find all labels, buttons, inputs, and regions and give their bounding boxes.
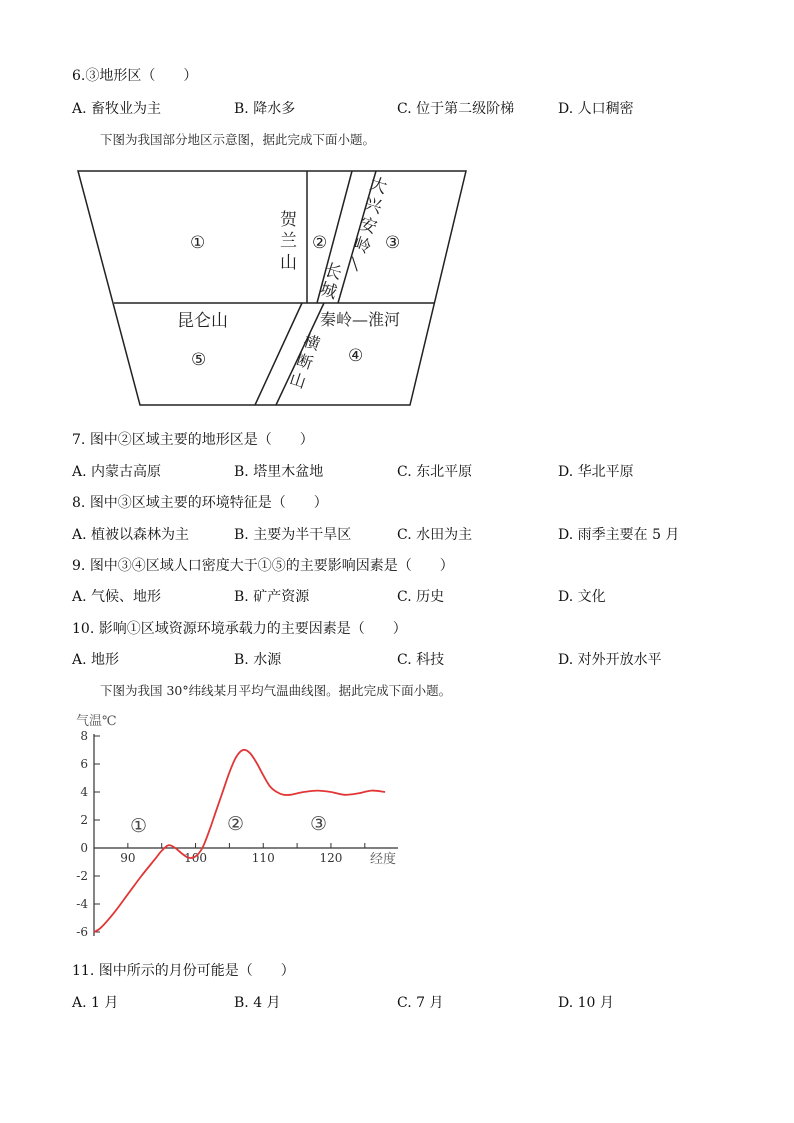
q10-option-d[interactable]: D. 对外开放水平 [558, 652, 662, 668]
x-tick-label: 90 [120, 851, 136, 865]
zone-label-3: ③ [310, 813, 328, 835]
qinling-label: 秦岭—淮河 [320, 310, 401, 329]
daxing-char-5: — [343, 252, 368, 275]
divider-hengduan-left [255, 303, 302, 405]
y-tick-label: -2 [76, 869, 88, 883]
daxing-char-6: 长 [321, 259, 345, 285]
question-11-stem: 11. 图中所示的月份可能是（ ） [72, 963, 295, 979]
daxing-char-3: 安 [356, 213, 380, 239]
q9-option-d[interactable]: D. 文化 [558, 589, 606, 605]
y-tick-label: -4 [76, 897, 88, 911]
q8-option-d[interactable]: D. 雨季主要在 5 月 [558, 527, 680, 543]
helan-char-2: 兰 [280, 231, 297, 251]
chart-intro-text: 下图为我国 30°纬线某月平均气温曲线图。据此完成下面小题。 [100, 683, 452, 698]
y-tick-label: 0 [80, 841, 88, 855]
q7-option-c[interactable]: C. 东北平原 [397, 464, 473, 480]
kunlun-label: 昆仑山 [177, 311, 228, 331]
q6-option-d[interactable]: D. 人口稠密 [558, 101, 634, 117]
map-outline [78, 171, 466, 405]
zone-label-2: ② [227, 813, 245, 835]
q11-option-b[interactable]: B. 4 月 [234, 995, 281, 1011]
question-6-stem: 6.③地形区（ ） [72, 68, 198, 84]
question-8-stem: 8. 图中③区域主要的环境特征是（ ） [72, 495, 328, 511]
x-tick-label: 120 [319, 851, 343, 865]
x-tick-label: 100 [184, 851, 208, 865]
y-tick-label: 8 [80, 729, 88, 743]
daxing-char-2: 兴 [361, 193, 385, 219]
y-tick-label: 4 [80, 785, 88, 799]
region-map-diagram [70, 165, 472, 411]
q6-option-a[interactable]: A. 畜牧业为主 [72, 101, 162, 117]
q9-option-b[interactable]: B. 矿产资源 [234, 589, 310, 605]
x-axis-label: 经度 [370, 852, 397, 867]
q8-option-a[interactable]: A. 植被以森林为主 [72, 527, 190, 543]
region-label-3: ③ [385, 233, 401, 253]
hengduan-char-3: 山 [287, 368, 309, 392]
helan-char-1: 贺 [280, 210, 297, 230]
y-axis-label: 气温℃ [76, 714, 117, 729]
q11-option-d[interactable]: D. 10 月 [558, 995, 614, 1011]
q10-option-c[interactable]: C. 科技 [397, 652, 445, 668]
question-7-stem: 7. 图中②区域主要的地形区是（ ） [72, 432, 314, 448]
x-tick-label: 110 [251, 851, 275, 865]
q7-option-a[interactable]: A. 内蒙古高原 [72, 464, 162, 480]
q10-option-a[interactable]: A. 地形 [72, 652, 120, 668]
daxing-char-4: 岭 [350, 233, 374, 259]
region-label-2: ② [312, 233, 328, 253]
q7-option-b[interactable]: B. 塔里木盆地 [234, 464, 324, 480]
question-10-stem: 10. 影响①区域资源环境承载力的主要因素是（ ） [72, 621, 407, 637]
y-tick-label: 6 [80, 757, 88, 771]
question-9-stem: 9. 图中③④区域人口密度大于①⑤的主要影响因素是（ ） [72, 558, 454, 574]
y-tick-label: 2 [80, 813, 88, 827]
region-label-5: ⑤ [191, 350, 207, 370]
q10-option-b[interactable]: B. 水源 [234, 652, 282, 668]
q8-option-c[interactable]: C. 水田为主 [397, 527, 473, 543]
q8-option-b[interactable]: B. 主要为半干旱区 [234, 527, 352, 543]
q11-option-c[interactable]: C. 7 月 [397, 995, 444, 1011]
q11-option-a[interactable]: A. 1 月 [72, 995, 119, 1011]
q9-option-c[interactable]: C. 历史 [397, 589, 445, 605]
q9-option-a[interactable]: A. 气候、地形 [72, 589, 162, 605]
daxing-char-1: 大 [366, 173, 390, 199]
q6-option-b[interactable]: B. 降水多 [234, 101, 296, 117]
region-label-4: ④ [348, 346, 364, 366]
y-tick-label: -6 [76, 925, 88, 939]
temperature-line-chart [66, 708, 406, 944]
map-intro-text: 下图为我国部分地区示意图，据此完成下面小题。 [100, 132, 376, 147]
q6-option-c[interactable]: C. 位于第二级阶梯 [397, 101, 515, 117]
region-label-1: ① [190, 233, 206, 253]
daxing-char-7: 城 [316, 278, 340, 304]
zone-label-1: ① [130, 815, 148, 837]
temperature-series-line [94, 750, 385, 932]
hengduan-char-1: 横 [301, 330, 323, 354]
helan-char-3: 山 [280, 253, 297, 273]
hengduan-char-2: 断 [294, 349, 316, 373]
q7-option-d[interactable]: D. 华北平原 [558, 464, 634, 480]
